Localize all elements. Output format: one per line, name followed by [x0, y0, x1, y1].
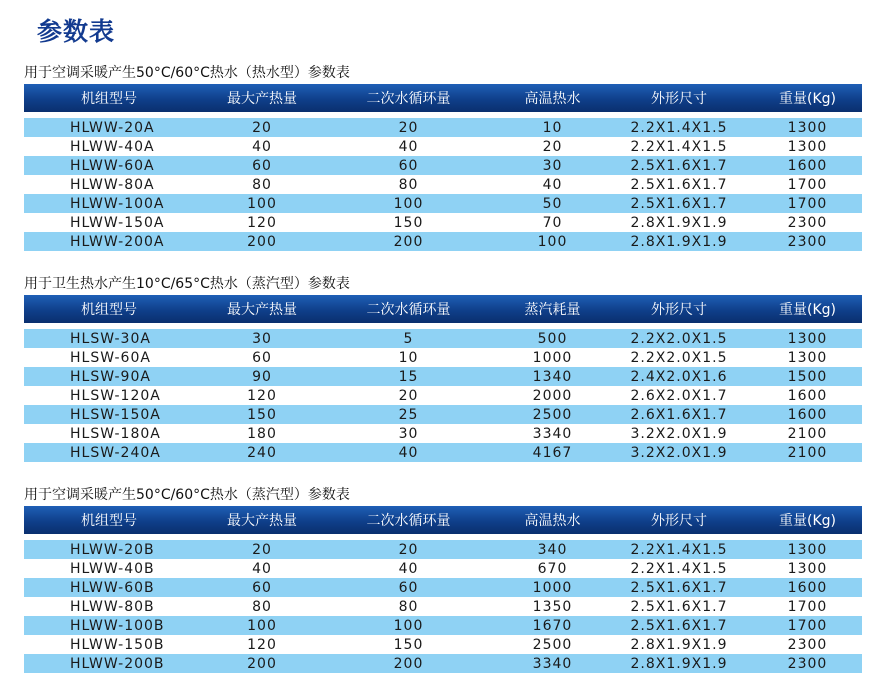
column-header: 机组型号	[81, 302, 137, 318]
table-cell: 5	[403, 330, 414, 347]
table-cell: 2.5X1.6X1.7	[630, 598, 728, 615]
table-cell: 10	[398, 349, 419, 366]
table-cell: 150	[393, 214, 424, 231]
table-cell: 4167	[532, 444, 573, 461]
table-cell: 50	[542, 195, 563, 212]
table-cell: 150	[393, 636, 424, 653]
table-section-hvac-steam	[24, 484, 862, 673]
table-row	[24, 348, 862, 367]
table-cell: 20	[252, 119, 272, 136]
table-cell: 60	[252, 579, 272, 596]
table-cell: 2.6X1.6X1.7	[630, 406, 728, 423]
table-cell: 1700	[787, 617, 828, 634]
table-cell: HLWW-60A	[70, 157, 155, 174]
table-cell: 2300	[787, 233, 828, 250]
column-header: 重量(Kg)	[779, 302, 836, 318]
table-cell: 2.8X1.9X1.9	[630, 233, 728, 250]
table-cell: 240	[247, 444, 277, 461]
table-cell: 2.2X1.4X1.5	[630, 541, 728, 558]
table-cell: 2.5X1.6X1.7	[630, 579, 728, 596]
table-cell: 1600	[787, 157, 828, 174]
table-row	[24, 616, 862, 635]
table-cell: 1300	[787, 330, 828, 347]
table-cell: 25	[398, 406, 419, 423]
table-cell: 100	[537, 233, 568, 250]
table-row	[24, 137, 862, 156]
table-cell: 30	[398, 425, 419, 442]
table-row	[24, 578, 862, 597]
table-cell: 2100	[787, 444, 828, 461]
table-cell: 2300	[787, 636, 828, 653]
column-header: 二次水循环量	[366, 513, 451, 529]
table-cell: 60	[252, 157, 272, 174]
table-title: 用于空调采暖产生50°C/60°C热水（热水型）参数表	[24, 65, 350, 81]
table-row	[24, 559, 862, 578]
table-cell: 100	[393, 195, 424, 212]
table-cell: 20	[542, 138, 563, 155]
table-cell: 40	[398, 138, 419, 155]
table-cell: 2500	[532, 636, 573, 653]
table-cell: 1000	[532, 349, 573, 366]
table-cell: HLWW-200A	[70, 233, 165, 250]
table-row	[24, 597, 862, 616]
table-cell: 80	[252, 598, 272, 615]
table-cell: HLWW-20B	[70, 541, 155, 558]
table-cell: 15	[398, 368, 419, 385]
table-row	[24, 118, 862, 137]
table-cell: HLWW-60B	[70, 579, 155, 596]
table-cell: HLWW-80B	[70, 598, 155, 615]
table-cell: 2.2X2.0X1.5	[630, 330, 728, 347]
table-cell: HLSW-90A	[70, 368, 151, 385]
table-cell: 2.2X2.0X1.5	[630, 349, 728, 366]
table-cell: 3340	[532, 655, 573, 672]
table-cell: HLWW-100B	[70, 617, 165, 634]
column-header: 重量(Kg)	[779, 91, 836, 107]
table-cell: HLSW-180A	[70, 425, 161, 442]
table-cell: 2.5X1.6X1.7	[630, 617, 728, 634]
table-title: 用于空调采暖产生50°C/60°C热水（蒸汽型）参数表	[24, 487, 350, 503]
column-header: 最大产热量	[227, 513, 297, 529]
table-cell: 2.2X1.4X1.5	[630, 119, 728, 136]
table-cell: 20	[398, 119, 419, 136]
table-row	[24, 654, 862, 673]
table-cell: 40	[542, 176, 563, 193]
table-cell: 200	[393, 655, 424, 672]
page-title: 参数表	[37, 17, 116, 46]
table-row	[24, 175, 862, 194]
table-cell: 30	[252, 330, 272, 347]
table-cell: 1000	[532, 579, 573, 596]
table-cell: 120	[247, 214, 277, 231]
column-header: 高温热水	[524, 513, 581, 529]
table-row	[24, 194, 862, 213]
table-cell: 2.5X1.6X1.7	[630, 157, 728, 174]
table-cell: 2.8X1.9X1.9	[630, 214, 728, 231]
table-cell: HLSW-240A	[70, 444, 161, 461]
table-cell: 60	[398, 579, 419, 596]
column-header: 重量(Kg)	[779, 513, 836, 529]
table-cell: 670	[537, 560, 568, 577]
column-header: 二次水循环量	[366, 302, 451, 318]
table-row	[24, 367, 862, 386]
column-header: 高温热水	[524, 91, 581, 107]
table-cell: HLWW-100A	[70, 195, 165, 212]
table-cell: 1600	[787, 579, 828, 596]
table-cell: HLWW-20A	[70, 119, 155, 136]
table-cell: HLSW-30A	[70, 330, 151, 347]
table-row	[24, 405, 862, 424]
table-section-sanitary-steam	[24, 273, 862, 462]
table-cell: 1670	[532, 617, 573, 634]
table-row	[24, 213, 862, 232]
table-cell: 60	[398, 157, 419, 174]
table-header	[24, 506, 862, 534]
table-row	[24, 443, 862, 462]
table-cell: 30	[542, 157, 563, 174]
table-cell: 1340	[532, 368, 573, 385]
table-cell: HLWW-150A	[70, 214, 165, 231]
column-header: 最大产热量	[227, 302, 297, 318]
table-row	[24, 635, 862, 654]
table-cell: HLSW-120A	[70, 387, 161, 404]
table-cell: 40	[398, 444, 419, 461]
table-cell: HLWW-150B	[70, 636, 165, 653]
table-section-hot-water	[24, 62, 862, 251]
table-row	[24, 424, 862, 443]
table-cell: 20	[252, 541, 272, 558]
table-cell: 2.2X1.4X1.5	[630, 138, 728, 155]
table-cell: 2000	[532, 387, 573, 404]
table-cell: 180	[247, 425, 277, 442]
table-cell: 2.4X2.0X1.6	[630, 368, 728, 385]
table-cell: 90	[252, 368, 272, 385]
table-cell: 2.5X1.6X1.7	[630, 195, 728, 212]
table-cell: 2.8X1.9X1.9	[630, 636, 728, 653]
column-header: 外形尺寸	[651, 302, 707, 318]
table-cell: 200	[393, 233, 424, 250]
table-cell: HLWW-80A	[70, 176, 155, 193]
table-header	[24, 295, 862, 323]
column-header: 二次水循环量	[366, 91, 451, 107]
table-cell: 60	[252, 349, 272, 366]
table-row	[24, 540, 862, 559]
table-cell: 1300	[787, 541, 828, 558]
table-cell: 80	[252, 176, 272, 193]
table-cell: 20	[398, 541, 419, 558]
column-header: 机组型号	[81, 91, 137, 107]
table-cell: 2300	[787, 214, 828, 231]
table-cell: 40	[252, 138, 272, 155]
table-cell: 100	[247, 195, 277, 212]
table-row	[24, 232, 862, 251]
table-cell: 80	[398, 598, 419, 615]
table-cell: HLSW-150A	[70, 406, 161, 423]
table-cell: 1350	[532, 598, 573, 615]
table-cell: 200	[247, 655, 277, 672]
table-cell: HLWW-40B	[70, 560, 155, 577]
table-cell: 2.6X2.0X1.7	[630, 387, 728, 404]
table-cell: HLSW-60A	[70, 349, 151, 366]
table-cell: 1500	[787, 368, 828, 385]
column-header: 最大产热量	[227, 91, 297, 107]
table-header	[24, 84, 862, 112]
table-cell: 2100	[787, 425, 828, 442]
table-cell: 100	[393, 617, 424, 634]
table-cell: 1700	[787, 176, 828, 193]
table-cell: 3.2X2.0X1.9	[630, 425, 728, 442]
table-cell: 340	[537, 541, 568, 558]
table-cell: 40	[252, 560, 272, 577]
table-cell: 150	[247, 406, 277, 423]
table-cell: 2.5X1.6X1.7	[630, 176, 728, 193]
table-cell: 1300	[787, 119, 828, 136]
table-cell: 1300	[787, 560, 828, 577]
table-cell: 120	[247, 387, 277, 404]
table-cell: 1600	[787, 387, 828, 404]
table-cell: 2.8X1.9X1.9	[630, 655, 728, 672]
table-cell: 3.2X2.0X1.9	[630, 444, 728, 461]
table-title: 用于卫生热水产生10°C/65°C热水（蒸汽型）参数表	[24, 276, 350, 292]
table-cell: HLWW-200B	[70, 655, 165, 672]
table-cell: 500	[537, 330, 568, 347]
table-cell: 2500	[532, 406, 573, 423]
table-cell: 200	[247, 233, 277, 250]
table-cell: 20	[398, 387, 419, 404]
table-cell: 2300	[787, 655, 828, 672]
table-cell: 1300	[787, 349, 828, 366]
table-cell: HLWW-40A	[70, 138, 155, 155]
table-cell: 40	[398, 560, 419, 577]
table-cell: 70	[542, 214, 563, 231]
table-cell: 2.2X1.4X1.5	[630, 560, 728, 577]
table-cell: 80	[398, 176, 419, 193]
table-row	[24, 386, 862, 405]
table-cell: 100	[247, 617, 277, 634]
table-row	[24, 329, 862, 348]
column-header: 机组型号	[81, 513, 137, 529]
table-cell: 1600	[787, 406, 828, 423]
table-row	[24, 156, 862, 175]
table-cell: 1700	[787, 598, 828, 615]
table-cell: 120	[247, 636, 277, 653]
table-cell: 3340	[532, 425, 573, 442]
column-header: 外形尺寸	[651, 513, 707, 529]
table-cell: 1300	[787, 138, 828, 155]
table-cell: 1700	[787, 195, 828, 212]
column-header: 外形尺寸	[651, 91, 707, 107]
table-cell: 10	[542, 119, 563, 136]
column-header: 蒸汽耗量	[524, 302, 581, 318]
